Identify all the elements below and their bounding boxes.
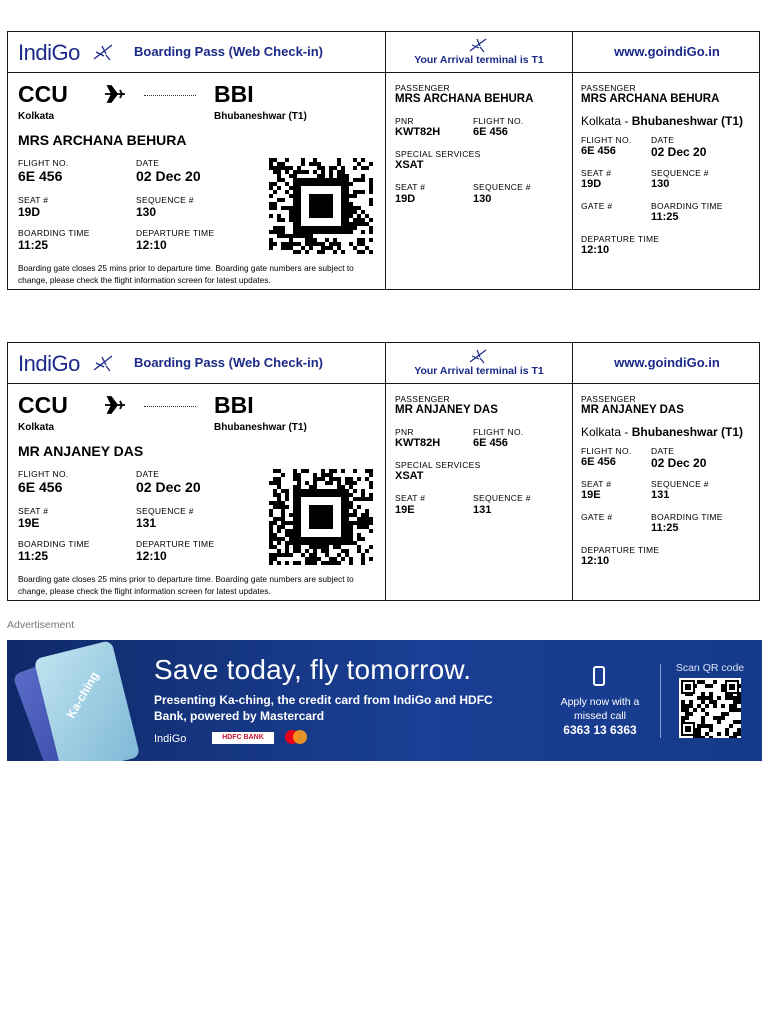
column-divider xyxy=(385,32,386,289)
sequence-label: SEQUENCE # xyxy=(136,195,194,205)
boarding-time: 11:25 xyxy=(18,549,49,563)
boarding-time-label: BOARDING TIME xyxy=(18,539,90,549)
arrival-terminal-text: Your Arrival terminal is T1 xyxy=(414,54,544,66)
origin-code: CCU xyxy=(18,392,68,418)
route-from: Kolkata xyxy=(581,114,622,128)
route-text xyxy=(581,114,743,128)
sequence: 131 xyxy=(651,489,670,501)
date-label: DATE xyxy=(136,158,160,168)
date: 02 Dec 20 xyxy=(136,168,201,184)
departure-time: 12:10 xyxy=(581,555,610,567)
gate-label: GATE # xyxy=(581,201,613,211)
apply-text: Apply now with a missed call xyxy=(560,696,640,722)
route-separator: - xyxy=(621,114,632,128)
departure-time: 12:10 xyxy=(581,244,610,256)
phone-number[interactable]: 6363 13 6363 xyxy=(563,723,637,737)
route-to: Bhubaneshwar (T1) xyxy=(631,114,744,128)
special-services: XSAT xyxy=(395,470,424,482)
seat: 19E xyxy=(395,504,415,516)
flight-no: 6E 456 xyxy=(581,145,616,157)
passenger-name: MRS ARCHANA BEHURA xyxy=(18,132,187,148)
passenger-name: MR ANJANEY DAS xyxy=(18,443,144,459)
indigo-plane-logo-icon xyxy=(92,353,114,373)
arrival-terminal-text: Your Arrival terminal is T1 xyxy=(414,365,544,377)
date: 02 Dec 20 xyxy=(651,145,707,159)
flight-no-label: FLIGHT NO. xyxy=(18,158,69,168)
flight-no: 6E 456 xyxy=(473,437,508,449)
flight-no: 6E 456 xyxy=(473,126,508,138)
destination-city: Bhubaneshwar (T1) xyxy=(214,111,307,122)
departure-time-label: DEPARTURE TIME xyxy=(136,228,215,238)
sequence: 131 xyxy=(473,504,492,516)
flight-no: 6E 456 xyxy=(18,479,63,495)
origin-code: CCU xyxy=(18,81,68,107)
destination-city: Bhubaneshwar (T1) xyxy=(214,422,307,433)
departure-time: 12:10 xyxy=(136,549,167,563)
advertisement-label: Advertisement xyxy=(7,619,75,631)
hdfc-bank-logo: HDFC BANK xyxy=(212,732,274,744)
advertisement-banner[interactable] xyxy=(7,640,762,761)
website-link[interactable]: www.goindiGo.in xyxy=(614,44,720,59)
special-services-label: SPECIAL SERVICES xyxy=(395,149,481,159)
flight-no: 6E 456 xyxy=(581,456,616,468)
seat-label: SEAT # xyxy=(395,182,426,192)
origin-city: Kolkata xyxy=(18,111,55,122)
boarding-qr-code xyxy=(269,158,373,256)
indigo-logo xyxy=(18,351,80,377)
brand-text: IndiGo xyxy=(18,40,80,65)
route-from: Kolkata xyxy=(581,425,622,439)
passenger-label: PASSENGER xyxy=(395,394,450,404)
boarding-time: 11:25 xyxy=(651,522,679,534)
seat-label: SEAT # xyxy=(18,195,49,205)
boarding-time: 11:25 xyxy=(651,211,679,223)
flight-no-label: FLIGHT NO. xyxy=(581,135,632,145)
passenger-name-stub: MRS ARCHANA BEHURA xyxy=(395,93,534,105)
boarding-time-label: BOARDING TIME xyxy=(18,228,90,238)
boarding-time-label: BOARDING TIME xyxy=(651,512,723,522)
boarding-pass-title: Boarding Pass (Web Check-in) xyxy=(134,44,324,59)
departure-time: 12:10 xyxy=(136,238,167,252)
destination-code: BBI xyxy=(214,81,254,107)
seat: 19D xyxy=(18,205,41,219)
flight-no: 6E 456 xyxy=(18,168,63,184)
seat: 19E xyxy=(581,489,601,501)
flight-no-label: FLIGHT NO. xyxy=(473,427,524,437)
passenger-label: PASSENGER xyxy=(581,394,636,404)
indigo-logo xyxy=(18,40,80,66)
flight-no-label: FLIGHT NO. xyxy=(581,446,632,456)
passenger-name-stub: MRS ARCHANA BEHURA xyxy=(581,93,720,105)
route-dotted-line xyxy=(144,95,196,96)
boarding-gate-note: Boarding gate closes 25 mins prior to departure time. Boarding gate numbers are subject to change, please check the flight information screen for latest updates. xyxy=(18,263,354,285)
pnr-label: PNR xyxy=(395,116,414,126)
seat-label: SEAT # xyxy=(395,493,426,503)
sequence-label: SEQUENCE # xyxy=(473,182,531,192)
route-text xyxy=(581,425,743,439)
pnr-label: PNR xyxy=(395,427,414,437)
arrival-plane-icon xyxy=(468,36,488,54)
passenger-label: PASSENGER xyxy=(581,83,636,93)
destination-code: BBI xyxy=(214,392,254,418)
indigo-logo: IndiGo xyxy=(154,733,187,745)
seat: 19D xyxy=(395,193,416,205)
column-divider xyxy=(572,343,573,600)
boarding-qr-code xyxy=(269,469,373,567)
column-divider xyxy=(385,343,386,600)
arrival-plane-icon xyxy=(468,347,488,365)
special-services: XSAT xyxy=(395,159,424,171)
departure-time-label: DEPARTURE TIME xyxy=(581,545,660,555)
route-separator: - xyxy=(621,425,632,439)
pnr: KWT82H xyxy=(395,126,441,138)
special-services-label: SPECIAL SERVICES xyxy=(395,460,481,470)
sequence-label: SEQUENCE # xyxy=(651,168,709,178)
boarding-pass xyxy=(7,31,760,290)
sequence: 130 xyxy=(651,178,670,190)
column-divider xyxy=(572,32,573,289)
date-label: DATE xyxy=(651,446,675,456)
sequence-label: SEQUENCE # xyxy=(651,479,709,489)
boarding-pass xyxy=(7,342,760,601)
seat-label: SEAT # xyxy=(18,506,49,516)
sequence: 130 xyxy=(473,193,492,205)
mastercard-logo xyxy=(284,729,308,745)
website-link[interactable]: www.goindiGo.in xyxy=(614,355,720,370)
brand-text: IndiGo xyxy=(18,351,80,376)
airplane-icon xyxy=(104,84,126,104)
departure-time-label: DEPARTURE TIME xyxy=(136,539,215,549)
boarding-time: 11:25 xyxy=(18,238,49,252)
sequence-label: SEQUENCE # xyxy=(136,506,194,516)
seat: 19D xyxy=(581,178,602,190)
indigo-plane-logo-icon xyxy=(92,42,114,62)
ad-qr-code[interactable] xyxy=(679,678,741,738)
ad-divider xyxy=(660,664,661,738)
passenger-name-stub: MR ANJANEY DAS xyxy=(395,404,498,416)
route-to: Bhubaneshwar (T1) xyxy=(631,425,744,439)
sequence: 130 xyxy=(136,205,157,219)
origin-city: Kolkata xyxy=(18,422,55,433)
date-label: DATE xyxy=(651,135,675,145)
gate-label: GATE # xyxy=(581,512,613,522)
flight-no-label: FLIGHT NO. xyxy=(473,116,524,126)
boarding-time-label: BOARDING TIME xyxy=(651,201,723,211)
scan-qr-label: Scan QR code xyxy=(675,662,745,674)
flight-no-label: FLIGHT NO. xyxy=(18,469,69,479)
ad-headline: Save today, fly tomorrow. xyxy=(154,654,472,685)
seat-label: SEAT # xyxy=(581,479,612,489)
departure-time-label: DEPARTURE TIME xyxy=(581,234,660,244)
date: 02 Dec 20 xyxy=(651,456,707,470)
passenger-label: PASSENGER xyxy=(395,83,450,93)
date: 02 Dec 20 xyxy=(136,479,201,495)
boarding-gate-note: Boarding gate closes 25 mins prior to departure time. Boarding gate numbers are subject to change, please check the flight information screen for latest updates. xyxy=(18,574,354,596)
mobile-phone-icon xyxy=(593,666,605,686)
boarding-pass-title: Boarding Pass (Web Check-in) xyxy=(134,355,324,370)
airplane-icon xyxy=(104,395,126,415)
seat: 19E xyxy=(18,516,40,530)
ad-subtext: Presenting Ka-ching, the credit card from IndiGo and HDFC Bank, powered by Mastercard xyxy=(154,693,493,723)
passenger-name-stub: MR ANJANEY DAS xyxy=(581,404,684,416)
date-label: DATE xyxy=(136,469,160,479)
sequence-label: SEQUENCE # xyxy=(473,493,531,503)
sequence: 131 xyxy=(136,516,157,530)
seat-label: SEAT # xyxy=(581,168,612,178)
route-dotted-line xyxy=(144,406,196,407)
card-text: Ka-ching xyxy=(63,669,102,721)
pnr: KWT82H xyxy=(395,437,441,449)
